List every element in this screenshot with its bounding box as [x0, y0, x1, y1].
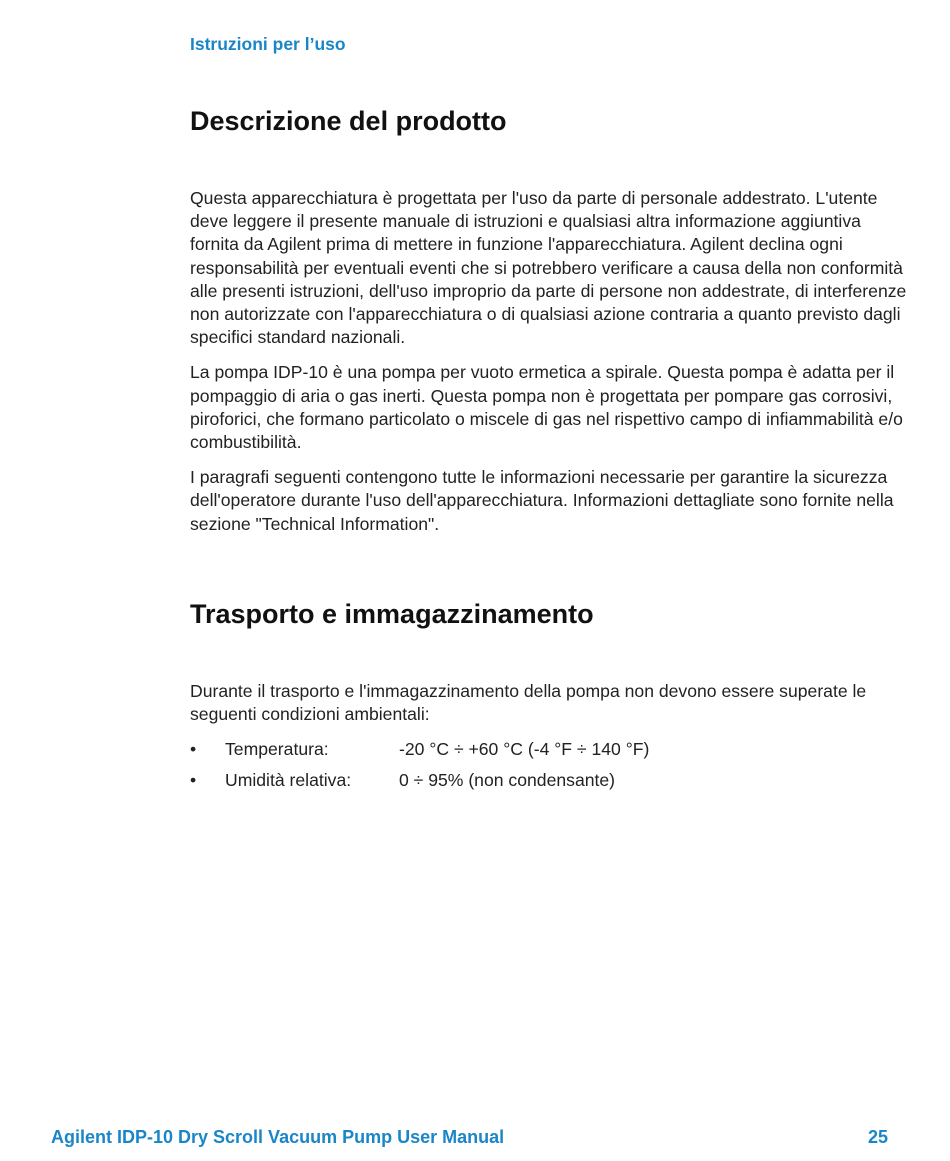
running-header: Istruzioni per l’uso: [190, 34, 346, 54]
bullet-icon: •: [190, 770, 197, 791]
bullet-icon: •: [190, 739, 197, 760]
condition-label: Temperatura:: [225, 739, 329, 760]
footer-manual-title: Agilent IDP-10 Dry Scroll Vacuum Pump User Manual: [51, 1127, 505, 1147]
section-title-transport-storage: Trasporto e immagazzinamento: [190, 599, 594, 629]
product-description-body: [190, 187, 910, 548]
paragraph: I paragrafi seguenti contengono tutte le informazioni necessarie per garantire la sicurezza dell'operatore durante l'uso dell'apparecchiatura. Informazioni dettagliate sono fornite nella sezione "Technical Information".: [190, 467, 894, 534]
paragraph: Durante il trasporto e l'immagazzinamento della pompa non devono essere superate le seguenti condizioni ambientali:: [190, 681, 867, 725]
page-number: 25: [867, 1127, 888, 1147]
condition-value: -20 °C ÷ +60 °C (-4 °F ÷ 140 °F): [399, 739, 650, 760]
paragraph: Questa apparecchiatura è progettata per l'uso da parte di personale addestrato. L'utente deve leggere il presente manuale di istruzioni e qualsiasi altra informazione aggiuntiva fornita da Agilent prima di mettere in funzione l'apparecchiatura. Agilent declina ogni responsabilità per eventuali eventi che si potrebbero verificare a causa della non conformità alle presenti istruzioni, dell'uso improprio da parte di persone non addestrate, di interferenze non autorizzate con l'apparecchiatura o di qualsiasi azione contraria a quanto previsto dagli specifici standard nazionali.: [190, 188, 907, 348]
list-item: [190, 738, 910, 761]
section-title-product-description: Descrizione del prodotto: [190, 106, 507, 136]
conditions-list: [190, 738, 910, 792]
paragraph: La pompa IDP-10 è una pompa per vuoto ermetica a spirale. Questa pompa è adatta per il pompaggio di aria o gas inerti. Questa pompa non è progettata per pompare gas corrosivi, piroforici, che formano particolato o miscele di gas nel rispettivo campo di infiammabilità e/o combustibilità.: [190, 362, 903, 453]
condition-value: 0 ÷ 95% (non condensante): [399, 770, 616, 791]
list-item: [190, 769, 910, 792]
condition-label: Umidità relativa:: [225, 770, 352, 791]
transport-storage-body: [190, 680, 910, 800]
